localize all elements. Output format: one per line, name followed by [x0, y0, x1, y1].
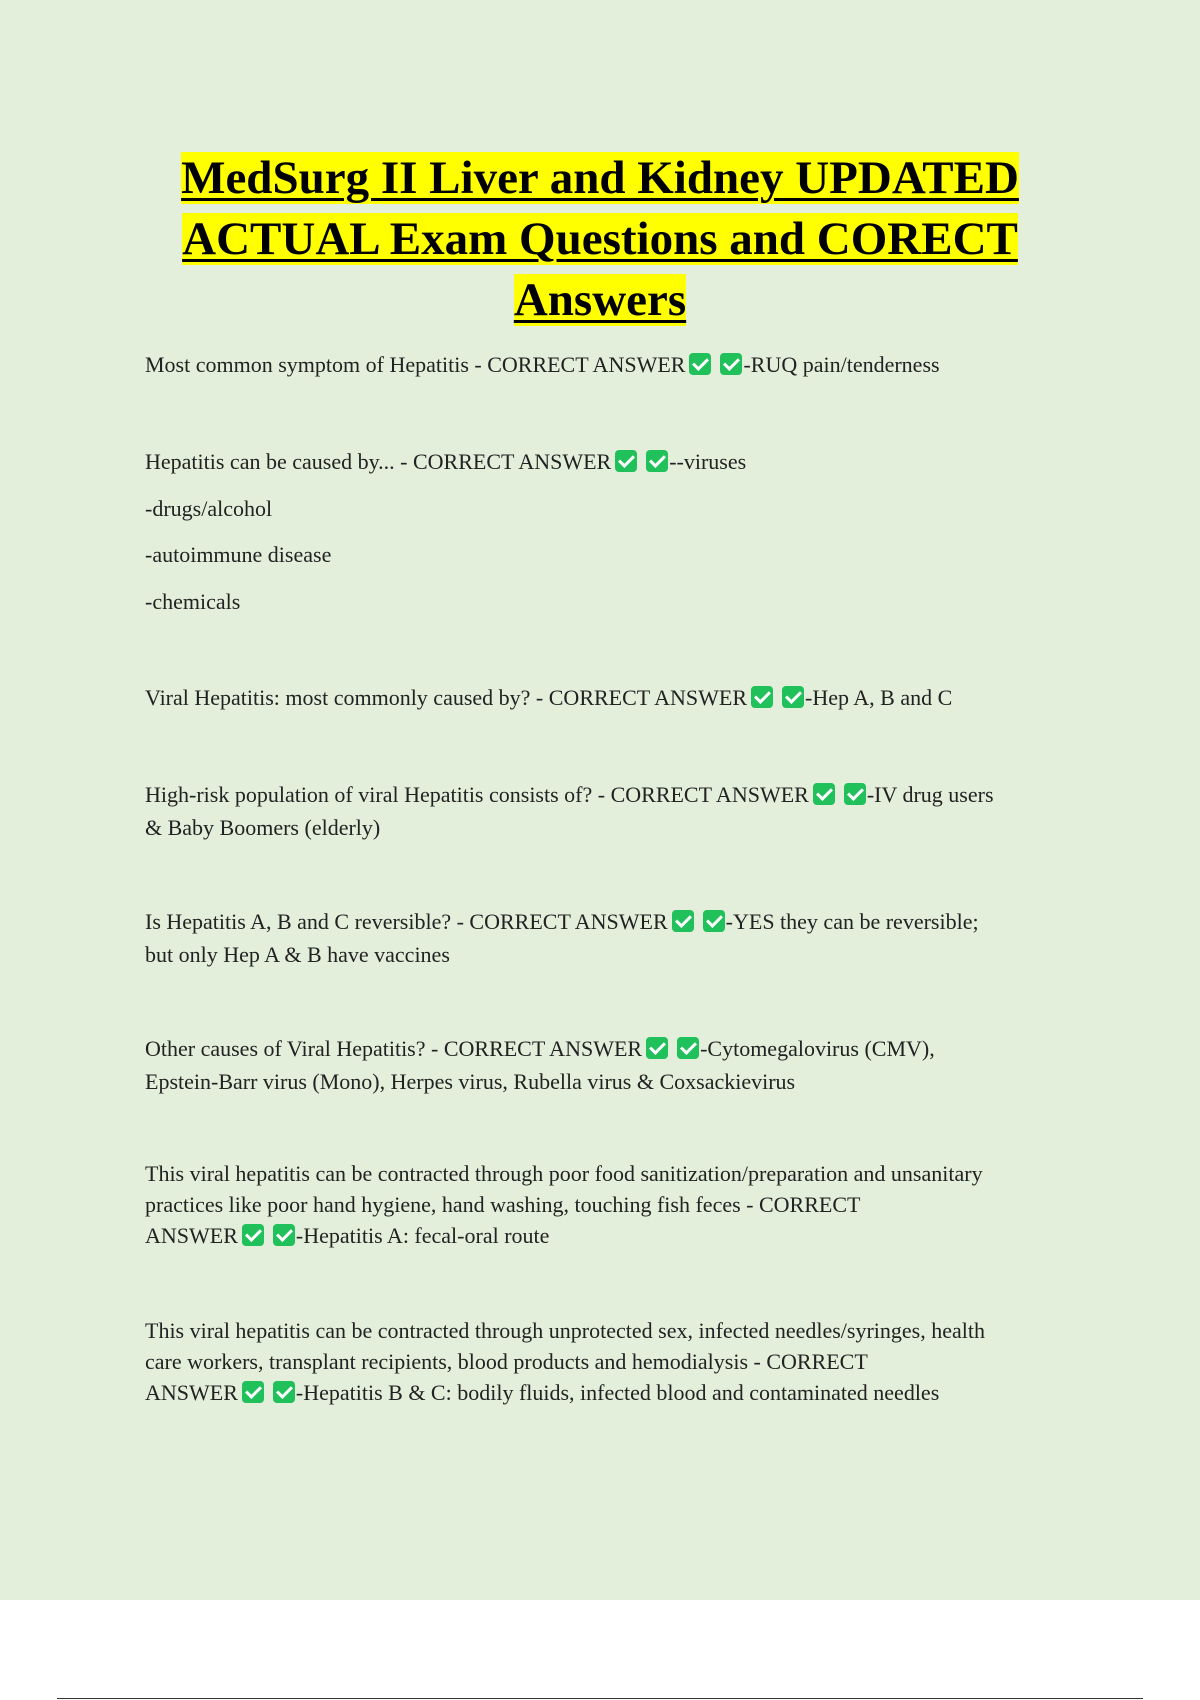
check-icon: [844, 783, 866, 805]
answer-continuation: & Baby Boomers (elderly): [145, 815, 381, 840]
question-text: Viral Hepatitis: most commonly caused by? - CORRECT ANSWER: [145, 685, 747, 710]
check-icon: [689, 353, 711, 375]
qa-item: [145, 1032, 1095, 1098]
qa-item: [145, 778, 1095, 844]
question-line: ANSWER: [145, 1380, 238, 1405]
question-line: This viral hepatitis can be contracted through poor food sanitization/preparation and unsanitary: [145, 1161, 983, 1186]
check-icon: [813, 783, 835, 805]
footer-divider: [57, 1698, 1143, 1699]
check-icon: [273, 1381, 295, 1403]
answer-text: --viruses: [669, 449, 747, 474]
check-icon: [751, 686, 773, 708]
question-text: Is Hepatitis A, B and C reversible? - CORRECT ANSWER: [145, 909, 668, 934]
title-line-1: MedSurg II Liver and Kidney UPDATED: [181, 152, 1019, 204]
qa-item: [145, 1315, 1095, 1408]
answer-list-item: -chemicals: [145, 589, 241, 614]
check-icon: [242, 1381, 264, 1403]
question-line: practices like poor hand hygiene, hand washing, touching fish feces - CORRECT: [145, 1192, 861, 1217]
answer-text: -Hepatitis A: fecal-oral route: [295, 1223, 550, 1248]
qa-item: [145, 905, 1095, 971]
title-line-2: ACTUAL Exam Questions and CORECT: [182, 213, 1018, 265]
question-text: Hepatitis can be caused by... - CORRECT ANSWER: [145, 449, 612, 474]
qa-item: [145, 1158, 1095, 1251]
answer-text: -IV drug users: [866, 782, 994, 807]
check-icon: [720, 353, 742, 375]
check-icon: [615, 450, 637, 472]
check-icon: [672, 910, 694, 932]
qa-item: [145, 445, 1095, 478]
answer-list-item: -drugs/alcohol: [145, 496, 273, 521]
question-line: care workers, transplant recipients, blood products and hemodialysis - CORRECT: [145, 1349, 868, 1374]
answer-list-item: -autoimmune disease: [145, 542, 332, 567]
qa-item: [145, 348, 1095, 381]
question-text: Other causes of Viral Hepatitis? - CORRECT ANSWER: [145, 1036, 643, 1061]
check-icon: [646, 1037, 668, 1059]
answer-text: -Cytomegalovirus (CMV),: [700, 1036, 935, 1061]
qa-item: [145, 681, 1095, 714]
answer-continuation: but only Hep A & B have vaccines: [145, 942, 450, 967]
question-line: ANSWER: [145, 1223, 238, 1248]
check-icon: [242, 1224, 264, 1246]
check-icon: [703, 910, 725, 932]
check-icon: [646, 450, 668, 472]
check-icon: [782, 686, 804, 708]
answer-continuation: Epstein-Barr virus (Mono), Herpes virus, Rubella virus & Coxsackievirus: [145, 1069, 796, 1094]
answer-text: -Hep A, B and C: [805, 685, 953, 710]
question-text: Most common symptom of Hepatitis - CORRECT ANSWER: [145, 352, 686, 377]
question-line: This viral hepatitis can be contracted through unprotected sex, infected needles/syringes, health: [145, 1318, 985, 1343]
answer-text: -RUQ pain/tenderness: [743, 352, 940, 377]
check-icon: [677, 1037, 699, 1059]
document-title: [100, 148, 1100, 331]
title-line-3: Answers: [513, 274, 687, 326]
check-icon: [273, 1224, 295, 1246]
question-text: High-risk population of viral Hepatitis consists of? - CORRECT ANSWER: [145, 782, 809, 807]
answer-text: -Hepatitis B & C: bodily fluids, infected blood and contaminated needles: [295, 1380, 940, 1405]
answer-text: -YES they can be reversible;: [725, 909, 979, 934]
